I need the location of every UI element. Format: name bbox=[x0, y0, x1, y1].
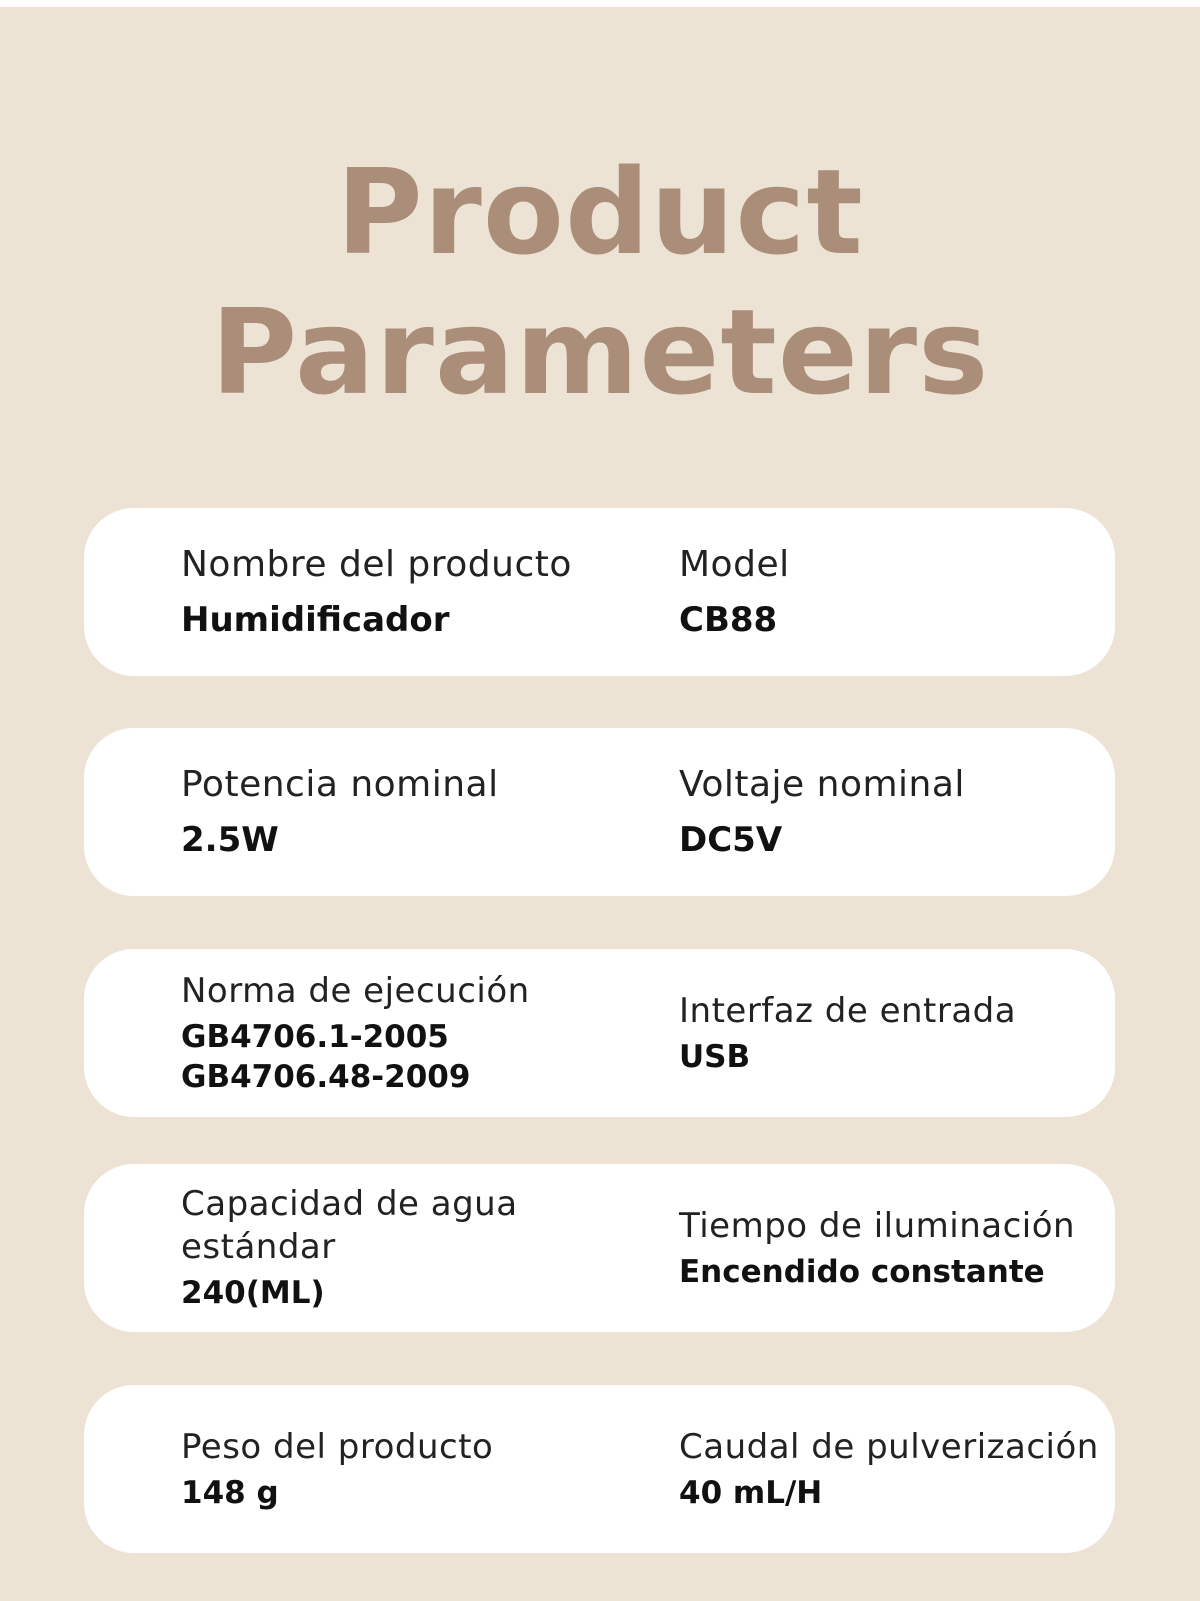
parameter-value: USB bbox=[679, 1038, 751, 1075]
parameter-label: Capacidad de agua estándar bbox=[181, 1184, 518, 1267]
parameter-label: Caudal de pulverización bbox=[679, 1426, 1099, 1467]
parameter-card-power-voltage bbox=[84, 728, 1115, 896]
parameter-card-standard-interface bbox=[84, 949, 1115, 1117]
parameters-page bbox=[0, 7, 1200, 1601]
parameter-value: CB88 bbox=[679, 600, 778, 640]
parameter-product-name bbox=[181, 508, 651, 676]
parameter-execution-standard bbox=[181, 949, 651, 1117]
parameter-card-weight-spray bbox=[84, 1385, 1115, 1553]
parameter-product-weight bbox=[181, 1385, 651, 1553]
parameter-lighting-time bbox=[679, 1164, 1109, 1332]
page-title bbox=[0, 142, 1200, 422]
parameter-label: Nombre del producto bbox=[181, 544, 572, 585]
parameter-card-capacity-lighting bbox=[84, 1164, 1115, 1332]
parameter-label: Voltaje nominal bbox=[679, 764, 965, 805]
parameter-card-name-model bbox=[84, 508, 1115, 676]
parameter-label: Norma de ejecución bbox=[181, 970, 530, 1011]
title-line-1: Product bbox=[336, 143, 864, 281]
parameter-spray-rate bbox=[679, 1385, 1109, 1553]
parameter-value: 40 mL/H bbox=[679, 1474, 823, 1511]
parameter-value: 148 g bbox=[181, 1474, 279, 1511]
parameter-value: DC5V bbox=[679, 820, 783, 860]
parameter-label: Tiempo de iluminación bbox=[679, 1205, 1076, 1246]
parameter-model bbox=[679, 508, 1109, 676]
parameter-water-capacity bbox=[181, 1164, 651, 1332]
parameter-label: Peso del producto bbox=[181, 1426, 494, 1467]
parameter-value: Humidificador bbox=[181, 600, 450, 640]
parameter-input-interface bbox=[679, 949, 1109, 1117]
parameter-value: GB4706.1-2005 GB4706.48-2009 bbox=[181, 1018, 471, 1095]
parameter-rated-voltage bbox=[679, 728, 1109, 896]
parameter-label: Potencia nominal bbox=[181, 764, 499, 805]
parameter-value: Encendido constante bbox=[679, 1253, 1045, 1290]
parameter-label: Interfaz de entrada bbox=[679, 990, 1017, 1031]
parameter-value: 2.5W bbox=[181, 820, 279, 860]
parameter-value: 240(ML) bbox=[181, 1275, 325, 1311]
title-line-2: Parameters bbox=[210, 283, 990, 421]
parameter-rated-power bbox=[181, 728, 651, 896]
parameter-label: Model bbox=[679, 544, 790, 585]
